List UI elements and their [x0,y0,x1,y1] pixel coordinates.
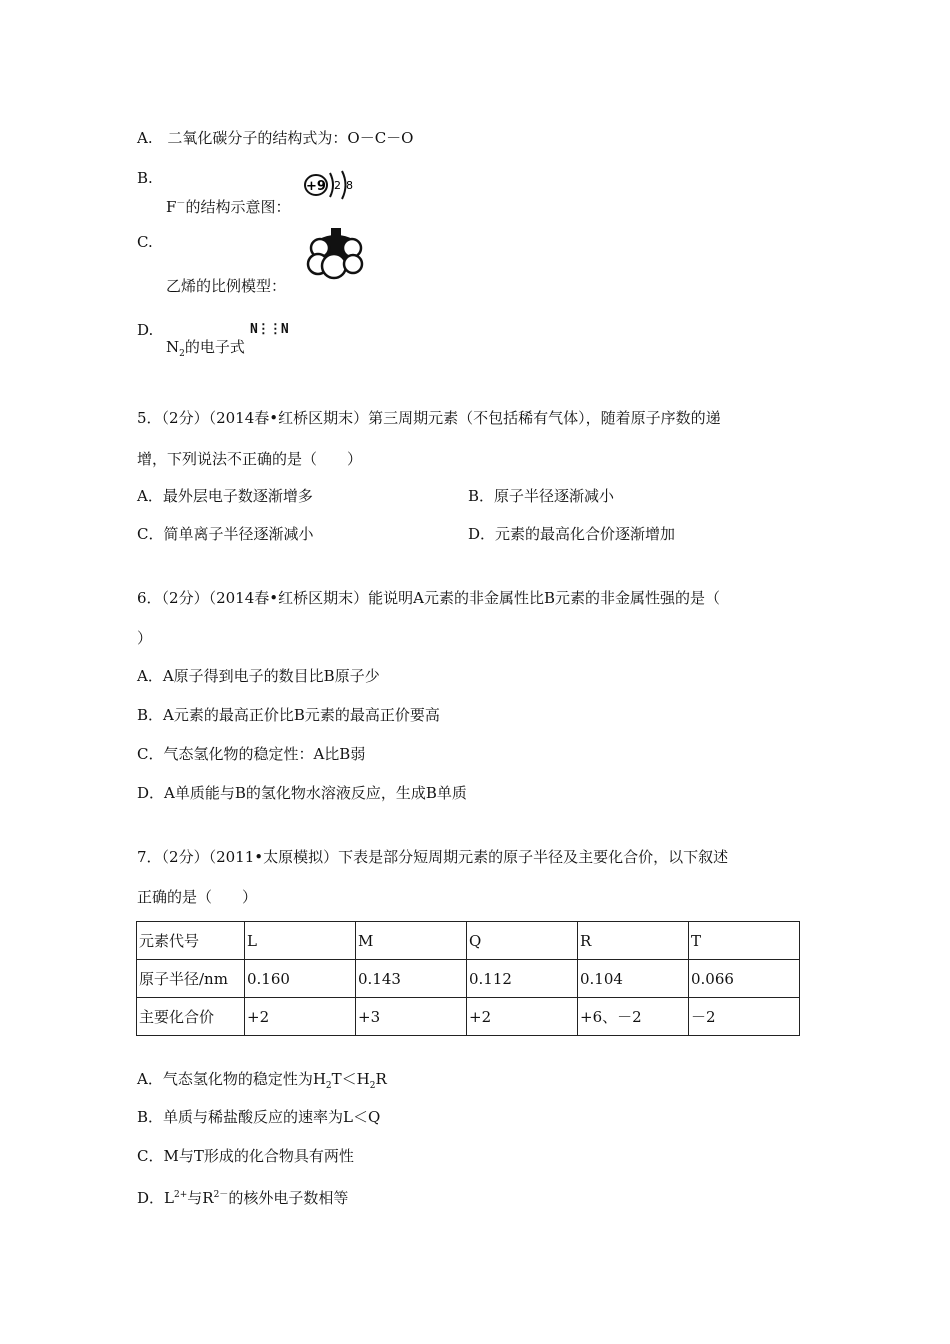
q4-option-a-label: A. [137,129,153,147]
q4-option-d-caption: 的电子式 [184,338,245,356]
table-cell: 0.143 [356,960,467,998]
table-cell: M [356,922,467,960]
q7-option-a-sub: 2 [325,1081,332,1091]
fluoride-ion-structure-diagram [303,167,359,203]
table-row [137,998,800,1036]
q7-stem-line1: 7．（2分）（2011•太原模拟）下表是部分短周期元素的原子半径及主要化合价，以下叙述 [137,848,729,866]
q7-option-d-part: D．L [137,1189,174,1207]
fluoride-charge: － [176,199,186,209]
q7-option-a-part: A．气态氢化物的稳定性为H [137,1070,326,1088]
nitrogen-symbol: N [166,338,180,356]
nucleus-charge-label: +9 [306,179,326,194]
q4-option-c-text: 乙烯的比例模型： [166,277,287,295]
table-cell: 0.066 [689,960,800,998]
ethylene-space-filling-model [298,226,370,282]
table-cell: 0.104 [578,960,689,998]
q6-option-c: C．气态氢化物的稳定性：A比B弱 [137,745,366,763]
q7-option-a-sub: 2 [369,1081,376,1091]
fluoride-symbol: F [166,198,177,216]
table-cell: +2 [467,998,578,1036]
nitrogen-electron-formula: N⋮⋮N [250,322,288,337]
table-header-row [137,922,800,960]
table-cell: －2 [689,998,800,1036]
table-cell: 0.160 [245,960,356,998]
q6-stem-line1: 6．（2分）（2014春•红桥区期末）能说明A元素的非金属性比B元素的非金属性强的是（ [137,589,720,607]
table-row [137,960,800,998]
q4-option-b-label: B. [137,169,153,187]
q7-option-a-part: T＜H [331,1070,370,1088]
q7-option-c: C．M与T形成的化合物具有两性 [137,1147,354,1165]
q5-option-a: A．最外层电子数逐渐增多 [137,487,313,505]
table-cell: 主要化合价 [137,998,245,1036]
q4-option-d-text [166,337,245,364]
q7-option-d-part: 的核外电子数相等 [228,1189,349,1207]
q4-option-b-text [166,194,290,217]
q4-option-b-caption: 的结构示意图： [185,198,291,216]
table-cell: +2 [245,998,356,1036]
table-cell: 原子半径/nm [137,960,245,998]
q4-option-a-text: 二氧化碳分子的结构式为：O－C－O [167,129,414,147]
q6-option-d: D．A单质能与B的氢化物水溶液反应，生成B单质 [137,784,467,802]
q6-option-a: A．A原子得到电子的数目比B原子少 [137,667,380,685]
q4-option-d-label: D. [137,321,154,339]
q7-option-b: B．单质与稀盐酸反应的速率为L＜Q [137,1108,381,1126]
q5-stem-line1: 5．（2分）（2014春•红桥区期末）第三周期元素（不包括稀有气体），随着原子序数的递 [137,409,721,427]
q4-option-a [137,128,413,148]
q6-option-b: B．A元素的最高正价比B元素的最高正价要高 [137,706,440,724]
table-cell: 元素代号 [137,922,245,960]
table-cell: 0.112 [467,960,578,998]
table-cell: Q [467,922,578,960]
q7-option-d [137,1185,348,1208]
q5-option-d: D．元素的最高化合价逐渐增加 [468,525,676,543]
nitrogen-subscript: 2 [179,349,185,359]
q6-stem-line2: ） [137,629,153,647]
q7-option-a [137,1069,387,1096]
table-cell: L [245,922,356,960]
q5-option-c: C．简单离子半径逐渐减小 [137,525,314,543]
q7-option-d-sup: 2+ [174,1190,188,1200]
shell-1-count: 2 [334,179,341,192]
table-cell: +6、－2 [578,998,689,1036]
table-cell: R [578,922,689,960]
q5-stem-line2: 增，下列说法不正确的是（ ） [137,450,363,468]
table-cell: +3 [356,998,467,1036]
q4-option-c-label: C. [137,233,153,251]
q7-stem-line2: 正确的是（ ） [137,888,258,906]
q7-option-d-sup: 2－ [213,1190,229,1200]
shell-2-count: 8 [346,179,353,192]
q5-option-b: B．原子半径逐渐减小 [468,487,615,505]
element-data-table [136,921,800,1036]
table-cell: T [689,922,800,960]
q7-option-a-part: R [375,1070,387,1088]
q7-option-d-part: 与R [187,1189,214,1207]
